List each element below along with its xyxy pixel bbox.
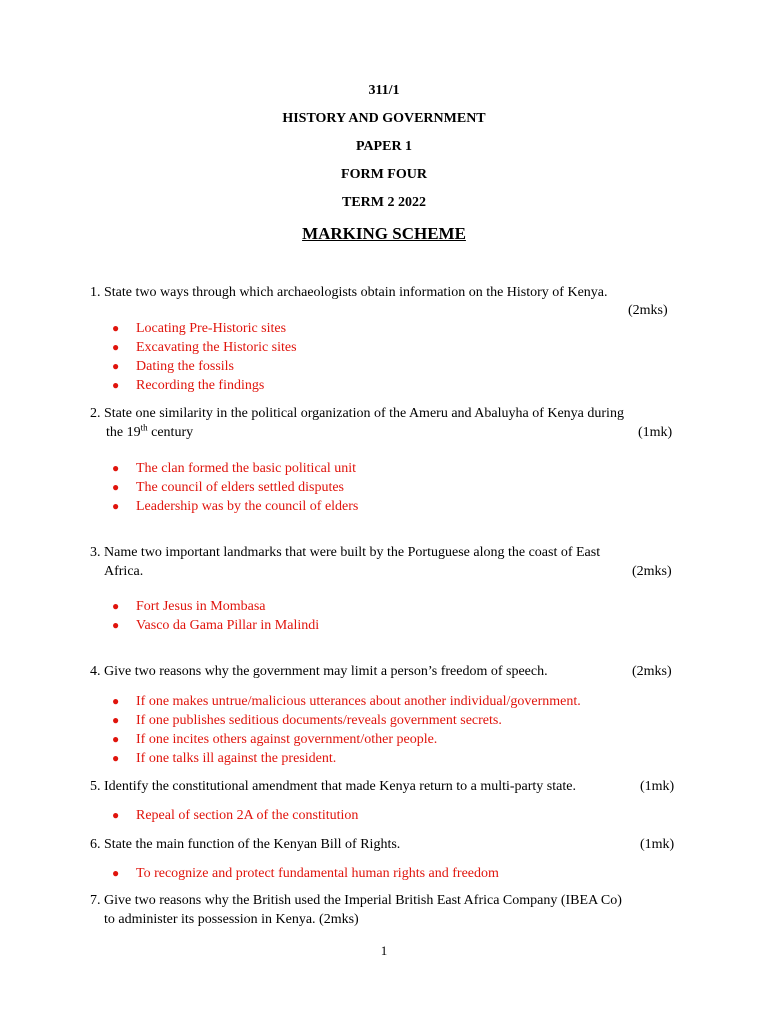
page-number: 1 [380, 943, 388, 958]
answer-item: ● If one makes untrue/malicious utterances about another individual/government. [112, 694, 581, 709]
subject-title: HISTORY AND GOVERNMENT [282, 111, 486, 126]
bullet-icon: ● [112, 713, 120, 727]
bullet-icon: ● [112, 461, 120, 475]
form-label: FORM FOUR [341, 167, 427, 182]
answer-list-2 [112, 459, 358, 516]
term-label: TERM 2 2022 [342, 195, 426, 210]
question-6-marks: (1mk) [640, 837, 675, 852]
bullet-icon: ● [112, 808, 120, 822]
page-title: MARKING SCHEME [302, 224, 466, 243]
question-text-continued: Africa. [104, 564, 144, 579]
bullet-icon: ● [112, 694, 120, 708]
question-number: 7. [90, 893, 101, 908]
question-text: Identify the constitutional amendment that made Kenya return to a multi-party state. [104, 779, 576, 794]
bullet-icon: ● [112, 732, 120, 746]
question-5-marks: (1mk) [640, 779, 675, 794]
question-2-marks: (1mk) [638, 425, 673, 440]
question-6 [90, 835, 680, 854]
question-text-continued: to administer its possession in Kenya. (2mks) [104, 912, 359, 927]
answer-list-3 [112, 597, 319, 635]
bullet-icon: ● [112, 359, 120, 373]
answer-item: ● Dating the fossils [112, 359, 234, 374]
answer-item: ● Leadership was by the council of elders [112, 499, 359, 514]
question-number: 5. [90, 779, 101, 794]
question-text: State the main function of the Kenyan Bill of Rights. [104, 837, 401, 852]
answer-item: ● The council of elders settled disputes [112, 480, 344, 495]
question-number: 6. [90, 837, 101, 852]
answer-item: ● If one publishes seditious documents/reveals government secrets. [112, 713, 502, 728]
answer-list-5 [112, 806, 358, 825]
answer-item: ● If one talks ill against the president. [112, 751, 337, 766]
question-text: Give two reasons why the government may limit a person’s freedom of speech. [104, 664, 548, 679]
question-3 [90, 543, 680, 581]
question-text-continued: the 19th century [106, 422, 194, 440]
bullet-icon: ● [112, 321, 120, 335]
question-text: Name two important landmarks that were built by the Portuguese along the coast of East [104, 545, 601, 560]
answer-item: ● Excavating the Historic sites [112, 340, 297, 355]
question-4 [90, 662, 680, 681]
question-text: State two ways through which archaeologists obtain information on the History of Kenya. [104, 285, 608, 300]
question-text: Give two reasons why the British used the Imperial British East Africa Company (IBEA Co) [104, 893, 622, 908]
answer-item: ● Fort Jesus in Mombasa [112, 599, 266, 614]
question-1 [90, 283, 680, 302]
answer-item: ● Recording the findings [112, 378, 265, 393]
paper-label: PAPER 1 [355, 139, 413, 154]
answer-list-6 [112, 864, 499, 883]
paper-code: 311/1 [368, 83, 400, 98]
bullet-icon: ● [112, 599, 120, 613]
answer-list-1 [112, 319, 297, 395]
question-1-marks: (2mks) [628, 303, 668, 318]
question-number: 2. [90, 406, 101, 421]
question-2 [90, 404, 680, 442]
bullet-icon: ● [112, 340, 120, 354]
question-5 [90, 777, 680, 796]
answer-item: ● Vasco da Gama Pillar in Malindi [112, 618, 320, 633]
answer-item: ● To recognize and protect fundamental human rights and freedom [112, 866, 499, 881]
question-number: 4. [90, 664, 101, 679]
question-3-marks: (2mks) [632, 564, 672, 579]
answer-list-4 [112, 692, 581, 768]
answer-item: ● If one incites others against government/other people. [112, 732, 438, 747]
bullet-icon: ● [112, 378, 120, 392]
bullet-icon: ● [112, 499, 120, 513]
question-number: 1. [90, 285, 101, 300]
answer-item: ● Locating Pre-Historic sites [112, 321, 287, 336]
bullet-icon: ● [112, 751, 120, 765]
bullet-icon: ● [112, 866, 120, 880]
bullet-icon: ● [112, 618, 120, 632]
question-number: 3. [90, 545, 101, 560]
question-text: State one similarity in the political organization of the Ameru and Abaluyha of Kenya during [104, 406, 624, 421]
answer-item: ● Repeal of section 2A of the constitution [112, 808, 359, 823]
question-4-marks: (2mks) [632, 664, 672, 679]
bullet-icon: ● [112, 480, 120, 494]
question-7 [90, 891, 680, 929]
answer-item: ● The clan formed the basic political unit [112, 461, 357, 476]
